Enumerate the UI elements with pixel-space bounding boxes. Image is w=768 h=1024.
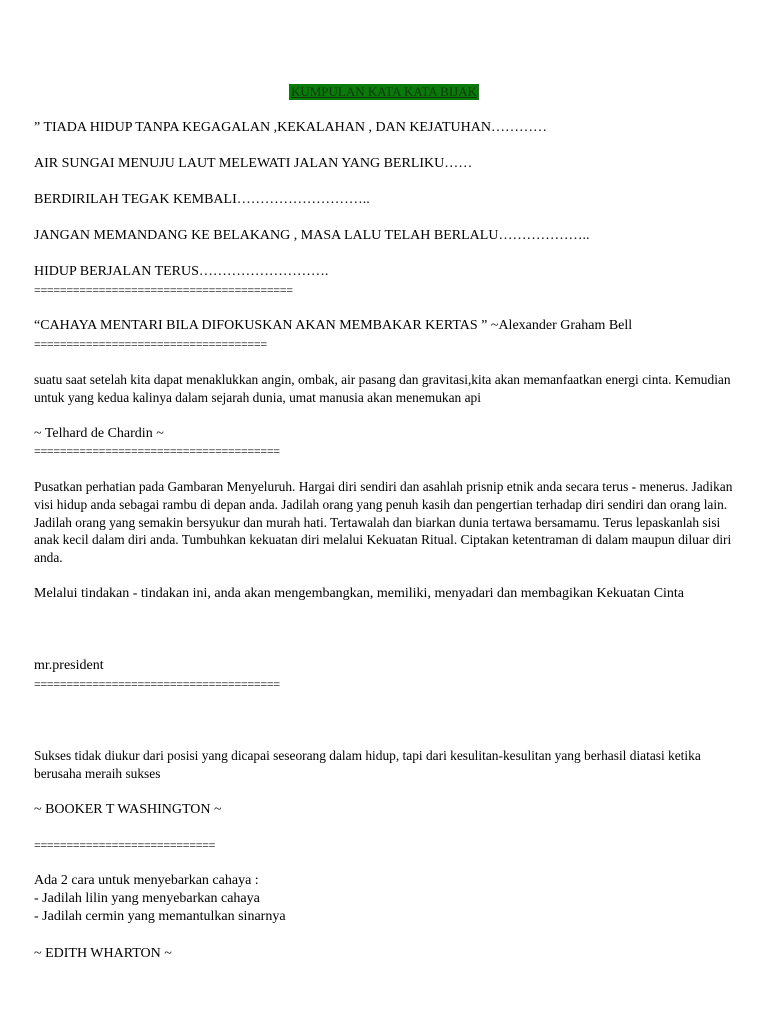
quote1-line-4: JANGAN MEMANDANG KE BELAKANG , MASA LALU TELAH BERLALU……………….. [34,228,590,243]
quote1-line-1: ” TIADA HIDUP TANPA KEGAGALAN ,KEKALAHAN , DAN KEJATUHAN………… [34,120,547,135]
title-container [0,83,768,101]
quote1-line-5: HIDUP BERJALAN TERUS………………………. [34,264,329,279]
separator-rule-1: ======================================== [34,284,293,296]
quote4-closing: Melalui tindakan - tindakan ini, anda akan mengembangkan, memiliki, menyadari dan membagikan Kekuatan Cinta [34,586,685,601]
quote5-author: ~ BOOKER T WASHINGTON ~ [34,802,222,817]
quote1-line-2: AIR SUNGAI MENUJU LAUT MELEWATI JALAN YANG BERLIKU…… [34,156,473,171]
quote5-text: Sukses tidak diukur dari posisi yang dicapai seseorang dalam hidup, tapi dari kesulitan-kesulitan yang berhasil diatasi ketika berusaha meraih sukses [34,748,701,781]
quote6-author: ~ EDITH WHARTON ~ [34,946,172,961]
quote6-item-1: - Jadilah lilin yang menyebarkan cahaya [34,891,260,906]
document-title: KUMPULAN KATA KATA BIJAK [290,84,478,99]
quote4-text: Pusatkan perhatian pada Gambaran Menyeluruh. Hargai diri sendiri dan asahlah prisnip etnik anda secara terus - menerus. Jadikan visi hidup anda sebagai rambu di depan anda. Jadilah orang yang penuh kasih dan pengertian terhadap diri sendiri dan orang lain. Jadilah orang yang semakin bersyukur dan murah hati. Tertawalah dan biarkan dunia tertawa bersamamu. Terus lepaskanlah sisi anak kecil dalam diri anda. Tumbuhkan kekuatan diri melalui Kekuatan Ritual. Ciptakan ketentraman di dalam maupun diluar diri anda. [34,479,733,566]
quote1-line-3: BERDIRILAH TEGAK KEMBALI……………………….. [34,192,370,207]
separator-rule-5: ============================ [34,839,216,851]
quote4-author: mr.president [34,658,104,673]
quote6-intro: Ada 2 cara untuk menyebarkan cahaya : [34,873,259,888]
separator-rule-2: ==================================== [34,338,267,350]
quote3-text: suatu saat setelah kita dapat menaklukkan angin, ombak, air pasang dan gravitasi,kita akan memanfaatkan energi cinta. Kemudian untuk yang kedua kalinya dalam sejarah dunia, umat manusia akan menemukan api [34,372,731,405]
quote6-item-2: - Jadilah cermin yang memantulkan sinarnya [34,909,286,924]
separator-rule-3: ====================================== [34,445,280,457]
separator-rule-4: ====================================== [34,678,280,690]
quote3-author: ~ Telhard de Chardin ~ [34,426,164,441]
quote2-text: “CAHAYA MENTARI BILA DIFOKUSKAN AKAN MEMBAKAR KERTAS ” ~Alexander Graham Bell [34,318,633,333]
